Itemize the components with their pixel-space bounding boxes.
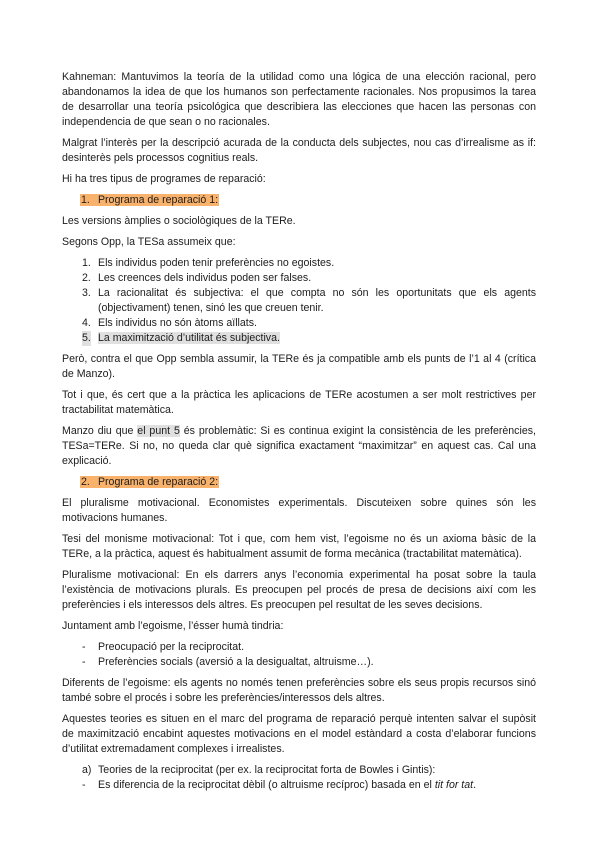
program-1-highlight — [80, 194, 219, 206]
list-item-text: Teories de la reciprocitat (per ex. la reciprocitat forta de Bowles i Gintis): — [98, 764, 436, 776]
program-1-title: Programa de reparació 1: — [97, 194, 219, 206]
list-item-text: Els individus poden tenir preferències no egoistes. — [98, 257, 335, 269]
assumptions-list — [62, 256, 536, 346]
program-2-title: Programa de reparació 2: — [97, 476, 219, 488]
list-item — [62, 316, 536, 331]
list-item — [62, 256, 536, 271]
paragraph-juntament: Juntament amb l’egoisme, l’ésser humà tindria: — [62, 620, 284, 632]
list-item-highlighted — [62, 331, 536, 346]
paragraph-pluralisme-motivacional: Pluralisme motivacional: En els darrers anys l’economia experimental ha posat sobre la taula l’existència de motivacions plurals. Es preocupen pel procés de presa de decisions així com les preferències i els interessos dels altres. Es preocupen pel resultat de les seves decisions. — [62, 569, 536, 611]
list-item-text: Els individus no són àtoms aïllats. — [98, 317, 257, 329]
paragraph-aquestes-teories: Aquestes teories es situen en el marc del programa de reparació perquè intenten salvar el supòsit de maximització encabint aquestes motivacions en el model estàndard a costa d’elaborar funcions d’utilitat extremadament complexes i irrealistes. — [62, 713, 536, 755]
list-marker: 2. — [82, 272, 91, 284]
manzo-text-before: Manzo diu que — [62, 425, 138, 437]
list-item — [62, 763, 536, 778]
list-item — [62, 271, 536, 286]
paragraph-pluralisme: El pluralisme motivacional. Economistes experimentals. Discuteixen sobre quines són les motivacions humanes. — [62, 497, 536, 524]
list-item — [62, 778, 536, 793]
paragraph-opp: Segons Opp, la TESa assumeix que: — [62, 236, 236, 248]
program-1-number: 1. — [81, 194, 90, 206]
list-marker: 4. — [82, 317, 91, 329]
list-item-end: . — [473, 779, 477, 791]
list-marker: 1. — [82, 257, 91, 269]
list-marker: a) — [82, 764, 92, 776]
list-item-italic: tit for tat — [434, 779, 474, 791]
paragraph-irrealisme: Malgrat l’interès per la descripció acurada de la conducta dels subjectes, nou cas d’irrealisme as if: desinterès pels processos cognitius reals. — [62, 137, 536, 164]
list-item-text: La racionalitat és subjectiva: el que compta no són les oportunitats que els agents (objectivament) tenen, sinó les que creuen tenir. — [98, 287, 536, 314]
list-marker: - — [82, 779, 86, 791]
list-item-text: Preferències socials (aversió a la desigualtat, altruisme…). — [98, 656, 374, 668]
manzo-text-after: és problemàtic: Si es continua exigint la consistència de les preferències, TESa=TERe. Si no, no queda clar què significa exactament “maximitzar” en aquest cas. Cal una explicació. — [62, 425, 536, 467]
paragraph-pero: Però, contra el que Opp sembla assumir, la TERe és ja compatible amb els punts de l’1 al 4 (crítica de Manzo). — [62, 353, 536, 380]
paragraph-practica: Tot i que, és cert que a la pràctica les aplicacions de TERe acostumen a ser molt restrictives per tractabilitat matemàtica. — [62, 389, 536, 416]
paragraph-tipus-programes: Hi ha tres tipus de programes de reparació: — [62, 173, 266, 185]
list-item-text: Preocupació per la reciprocitat. — [98, 641, 245, 653]
list-item-text: Es diferencia de la reciprocitat dèbil (o altruisme recíproc) basada en el — [98, 779, 435, 791]
program-2-number: 2. — [81, 476, 90, 488]
manzo-highlight: el punt 5 — [137, 425, 180, 437]
paragraph-kahneman: Kahneman: Mantuvimos la teoría de la utilidad como una lógica de una elección racional, pero abandonamos la idea de que los humanos son perfectamente racionales. Nos propusimos la tarea de desarrollar una teoría psicológica que describiera las elecciones que hacen las personas con independencia de que sean o no racionales. — [62, 71, 536, 128]
list-item-text: La maximització d’utilitat és subjectiva. — [98, 332, 280, 344]
document-body — [62, 70, 536, 799]
paragraph-monisme: Tesi del monisme motivacional: Tot i que, com hem vist, l’egoisme no és un axioma bàsic de la TERe, a la pràctica, aquest és habitualment assumit de forma mecànica (tractabilitat matemàtica). — [62, 533, 536, 560]
list-item — [62, 640, 536, 655]
program-2-highlight — [80, 476, 219, 488]
list-item — [62, 655, 536, 670]
list-marker: - — [82, 641, 86, 653]
paragraph-diferents: Diferents de l’egoisme: els agents no només tenen preferències sobre els seus propis recursos sinó també sobre el procés i sobre les preferències/interessos dels altres. — [62, 677, 536, 704]
program-2-heading — [62, 475, 536, 490]
list-item-text: Les creences dels individus poden ser falses. — [98, 272, 312, 284]
list-marker: 3. — [82, 287, 91, 299]
reciprocity-list — [62, 763, 536, 793]
paragraph-versions: Les versions àmplies o sociològiques de la TERe. — [62, 215, 296, 227]
program-1-heading — [62, 193, 536, 208]
list-marker: 5. — [82, 332, 91, 344]
motivations-list — [62, 640, 536, 670]
paragraph-manzo — [62, 424, 536, 469]
list-item — [62, 286, 536, 316]
list-marker: - — [82, 656, 86, 668]
